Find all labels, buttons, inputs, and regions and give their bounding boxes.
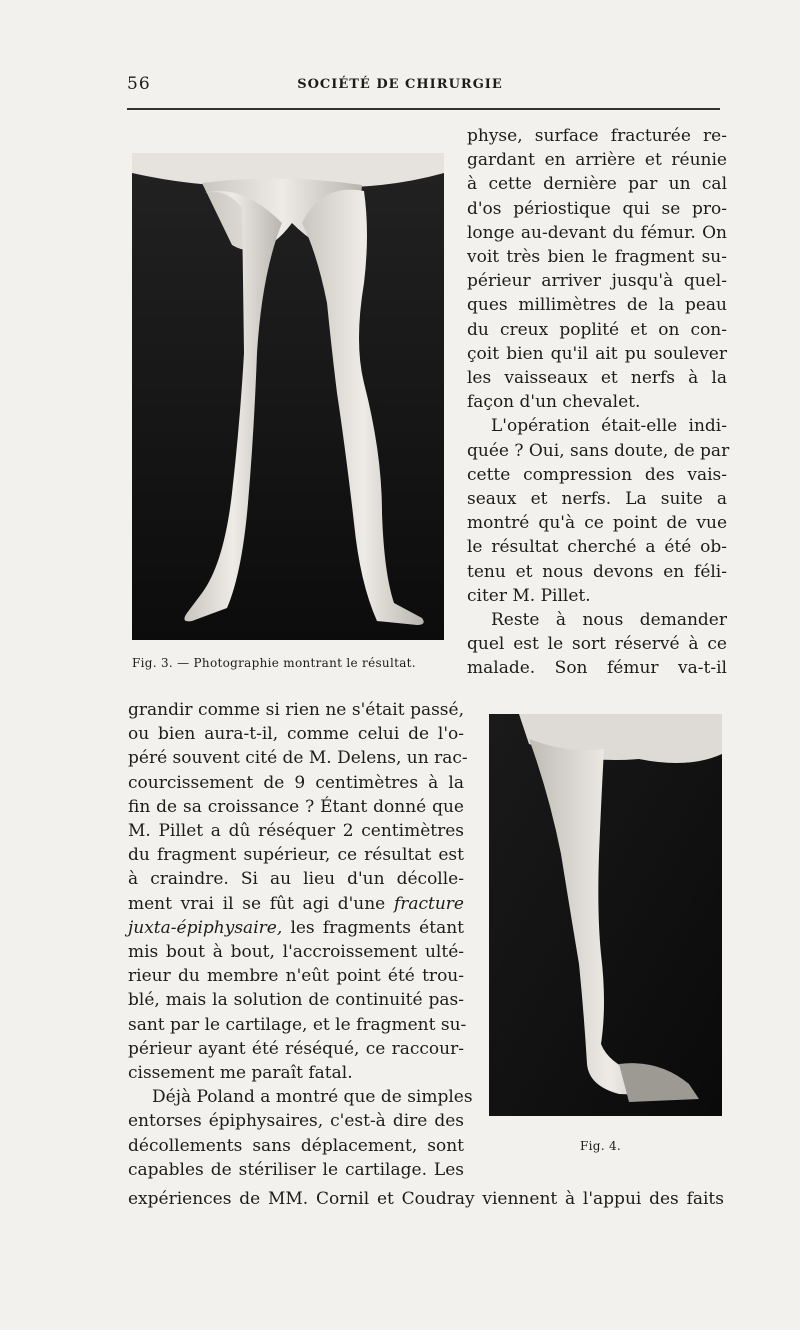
- text-line: mis bout à bout, l'accroissement ulté-: [128, 942, 464, 963]
- text-line: [128, 916, 464, 940]
- text-line: ques millimètres de la peau: [467, 295, 727, 316]
- text-line: entorses épiphysaires, c'est-à dire des: [128, 1111, 464, 1132]
- text-line: décollements sans déplacement, sont: [128, 1135, 464, 1156]
- text-line: péré souvent cité de M. Delens, un rac-: [128, 748, 468, 769]
- text-line: Reste à nous demander: [491, 610, 727, 631]
- italic-term-continued: juxta-épiphysaire,: [128, 917, 283, 938]
- leg-photograph: [489, 714, 722, 1116]
- final-line-block: [128, 1187, 724, 1211]
- text-line: à cette dernière par un cal: [467, 174, 727, 195]
- text-line: [128, 892, 464, 916]
- running-title: SOCIÉTÉ DE CHIRURGIE: [297, 77, 503, 92]
- text-fragment: ment vrai il se fût agi d'une: [128, 893, 386, 914]
- text-line: montré qu'à ce point de vue: [467, 513, 727, 534]
- text-line: longe au-devant du fémur. On: [467, 222, 727, 243]
- text-line: sant par le cartilage, et le fragment su-: [128, 1014, 467, 1035]
- text-fragment: les fragments étant: [290, 917, 464, 938]
- text-line: ou bien aura-t-il, comme celui de l'o-: [128, 724, 464, 745]
- text-line: du creux poplité et on con-: [467, 319, 727, 340]
- figure-3-caption: Fig. 3. — Photographie montrant le résultat.: [132, 656, 416, 670]
- text-line: courcissement de 9 centimètres à la: [128, 772, 464, 793]
- text-line: quée ? Oui, sans doute, de par: [467, 440, 730, 461]
- text-line: rieur du membre n'eût point été trou-: [128, 966, 464, 987]
- text-line: périeur ayant été réséqué, ce raccour-: [128, 1038, 464, 1059]
- text-line: à craindre. Si au lieu d'un décolle-: [128, 869, 464, 890]
- text-line: tenu et nous devons en féli-: [467, 561, 727, 582]
- text-line: physe, surface fracturée re-: [467, 126, 727, 146]
- text-line: le résultat cherché a été ob-: [467, 537, 727, 558]
- text-line: voit très bien le fragment su-: [467, 247, 727, 268]
- text-line: capables de stériliser le cartilage. Les: [128, 1159, 464, 1180]
- text-line: façon d'un chevalet.: [467, 392, 641, 413]
- text-line: gardant en arrière et réunie: [467, 150, 727, 171]
- text-line: Déjà Poland a montré que de simples: [152, 1087, 473, 1108]
- left-column-bottom-text: [128, 698, 473, 1182]
- text-line: du fragment supérieur, ce résultat est: [128, 845, 464, 866]
- legs-photograph: [132, 153, 444, 640]
- figure-4-caption: Fig. 4.: [580, 1139, 622, 1153]
- right-column-top-text: [467, 124, 730, 681]
- italic-term: fracture: [393, 893, 464, 914]
- text-line: seaux et nerfs. La suite a: [467, 489, 727, 510]
- figure-4-photo: [489, 714, 722, 1116]
- text-line: citer M. Pillet.: [467, 585, 591, 606]
- text-line: grandir comme si rien ne s'était passé,: [128, 700, 464, 720]
- text-line: blé, mais la solution de continuité pas-: [128, 990, 464, 1011]
- text-line: M. Pillet a dû réséquer 2 centimètres: [128, 821, 464, 842]
- text-line: d'os périostique qui se pro-: [467, 198, 727, 219]
- text-line: périeur arriver jusqu'à quel-: [467, 271, 727, 292]
- figure-3-photo: [132, 153, 444, 640]
- text-line: cissement me paraît fatal.: [128, 1063, 353, 1084]
- text-line: fin de sa croissance ? Étant donné que: [128, 796, 464, 817]
- header-rule: [127, 108, 720, 110]
- text-line: cette compression des vais-: [467, 464, 727, 485]
- page-number: 56: [127, 74, 151, 94]
- text-line: L'opération était-elle indi-: [491, 416, 727, 437]
- text-line: les vaisseaux et nerfs à la: [467, 368, 727, 389]
- text-line: malade. Son fémur va-t-il: [467, 658, 727, 679]
- text-line: çoit bien qu'il ait pu soulever: [467, 343, 727, 364]
- text-line: expériences de MM. Cornil et Coudray viennent à l'appui des faits: [128, 1189, 724, 1209]
- text-line: quel est le sort réservé à ce: [467, 634, 727, 655]
